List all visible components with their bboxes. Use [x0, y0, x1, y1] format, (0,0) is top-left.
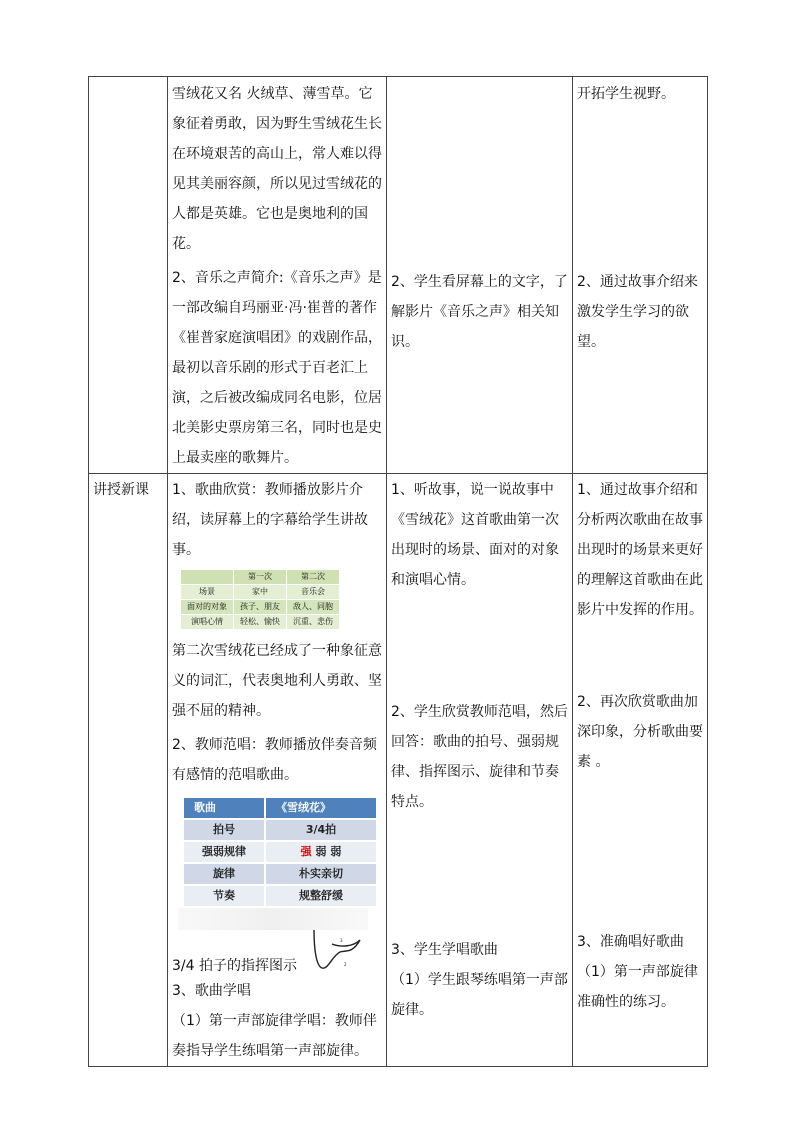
scene-table-header-2: 第二次 — [287, 570, 340, 585]
scene-table-cell: 场景 — [181, 585, 234, 600]
row2-student-activity-4: （1）学生跟琴练唱第一声部旋律。 — [391, 972, 568, 1018]
sound-of-music-intro-text: 2、音乐之声简介:《音乐之声》是一部改编自玛丽亚·冯·崔普的著作《崔普家庭演唱团》的戏剧作品，最初以音乐剧的形式于百老汇上演，之后被改编成同名电影，位居北美影史票房第三名，同时也是史上最卖座的歌舞片。 — [172, 270, 382, 466]
song-table-cell: 朴实亲切 — [265, 863, 377, 885]
edelweiss-intro-text: 雪绒花又名 火绒草、薄雪草。它象征着勇敢，因为野生雪绒花生长在环境艰苦的高山上，常人难以得见其美丽容颜，所以见过雪绒花的人都是英雄。它也是奥地利的国花。 — [172, 86, 382, 252]
song-table-cell: 3/4拍 — [265, 819, 377, 841]
scene-table-cell: 家中 — [234, 585, 287, 600]
row2-purpose-3: 3、准确唱好歌曲 — [577, 934, 684, 950]
scene-table-cell: 面对的对象 — [181, 600, 234, 615]
song-table-cell: 旋律 — [183, 863, 265, 885]
scene-table-header-1: 第一次 — [234, 570, 287, 585]
row2-student-cell — [387, 474, 573, 1067]
faded-slide-strip — [178, 908, 368, 930]
conducting-diagram-label: 3/4 拍子的指挥图示 — [172, 958, 297, 974]
scene-table-cell: 敌人、同胞 — [287, 600, 340, 615]
scene-table-cell: 轻松、愉快 — [234, 615, 287, 630]
row2-purpose-2: 2、再次欣赏歌曲加深印象，分析歌曲要素 。 — [577, 694, 703, 770]
row2-purpose-cell — [573, 474, 708, 1067]
row1-content-cell — [168, 77, 387, 474]
scene-table-cell: 沉重、悲伤 — [287, 615, 340, 630]
scene-table-cell: 演唱心情 — [181, 615, 234, 630]
scene-comparison-table — [180, 569, 340, 630]
song-table-cell: 强弱规律 — [183, 841, 265, 863]
row1-student-cell — [387, 77, 573, 474]
song-table-header-2: 《雪绒花》 — [265, 797, 377, 819]
row2-student-activity-2: 2、学生欣赏教师范唱，然后回答：歌曲的拍号、强弱规律、指挥图示、旋律和节奏特点。 — [391, 704, 568, 810]
lesson-plan-table — [88, 76, 708, 1067]
row2-purpose-1: 1、通过故事介绍和分析两次歌曲在故事出现时的场景来更好的理解这首歌曲在此影片中发挥的作用。 — [577, 482, 703, 618]
row1-purpose-2: 2、通过故事介绍来激发学生学习的欲望。 — [577, 274, 698, 350]
row1-purpose-1: 开拓学生视野。 — [577, 86, 675, 102]
svg-text:3: 3 — [340, 938, 343, 943]
song-table-cell: 节奏 — [183, 885, 265, 907]
song-learning-text: 3、歌曲学唱 — [172, 983, 251, 999]
strong-beat-text: 强 — [300, 845, 312, 858]
table-row-intro — [89, 77, 708, 474]
weak-beat-text: 弱 弱 — [311, 845, 342, 858]
song-table-strength-cell — [265, 841, 377, 863]
row2-purpose-4: （1）第一声部旋律准确性的练习。 — [577, 964, 698, 1010]
first-voice-learning-text: （1）第一声部旋律学唱：教师伴奏指导学生练唱第一声部旋律。 — [172, 1013, 377, 1059]
row1-student-activity: 2、学生看屏幕上的文字，了解影片《音乐之声》相关知识。 — [391, 274, 568, 350]
symbolic-meaning-text: 第二次雪绒花已经成了一种象征意义的词汇，代表奥地利人勇敢、坚强不屈的精神。 — [172, 643, 382, 719]
scene-table-cell: 音乐会 — [287, 585, 340, 600]
row2-stage-cell: 讲授新课 — [89, 474, 168, 1067]
scene-table-corner — [181, 570, 234, 585]
row2-student-activity-3: 3、学生学唱歌曲 — [391, 942, 498, 958]
conducting-diagram-line — [172, 940, 382, 976]
song-appreciation-text: 1、歌曲欣赏：教师播放影片介绍，读屏幕上的字幕给学生讲故事。 — [172, 482, 368, 558]
row2-student-activity-1: 1、听故事，说一说故事中《雪绒花》这首歌曲第一次出现时的场景、面对的对象和演唱心情。 — [391, 482, 559, 588]
svg-text:2: 2 — [344, 962, 347, 967]
row2-content-cell — [168, 474, 387, 1067]
song-table-header-1: 歌曲 — [183, 797, 265, 819]
song-elements-table — [182, 796, 378, 908]
row1-purpose-cell — [573, 77, 708, 474]
row1-stage-cell — [89, 77, 168, 474]
song-table-cell: 拍号 — [183, 819, 265, 841]
scene-table-cell: 孩子、朋友 — [234, 600, 287, 615]
table-row-new-lesson — [89, 474, 708, 1067]
song-table-cell: 规整舒缓 — [265, 885, 377, 907]
conducting-pattern-diagram — [310, 928, 364, 974]
teacher-demo-text: 2、教师范唱：教师播放伴奏音频有感情的范唱歌曲。 — [172, 737, 377, 783]
